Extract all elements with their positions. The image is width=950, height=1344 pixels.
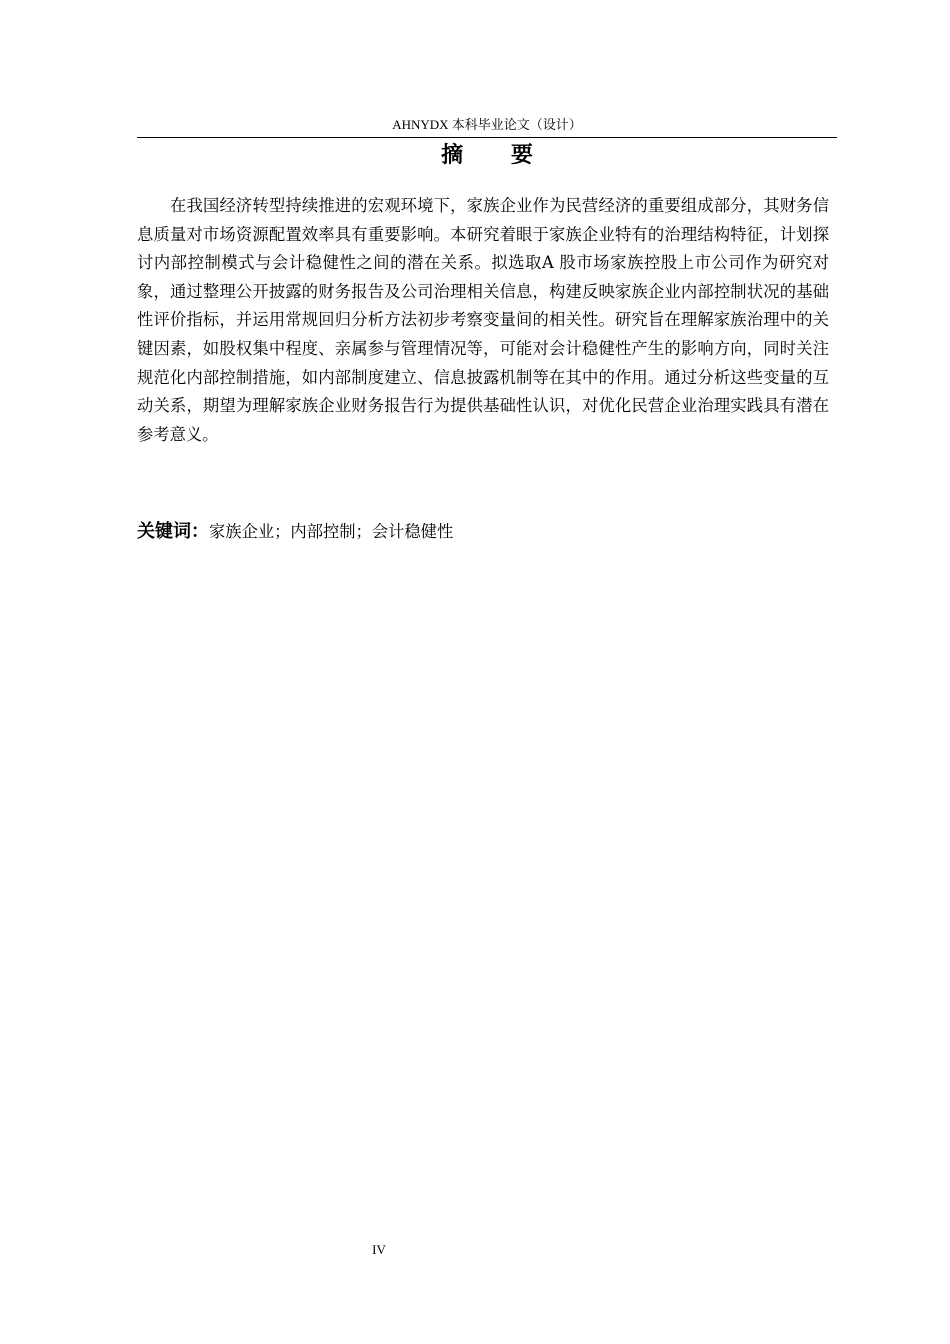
running-header: AHNYDX 本科毕业论文（设计） [392,117,582,132]
abstract-title: 摘 要 [441,143,553,168]
abstract-paragraph: 在我国经济转型持续推进的宏观环境下，家族企业作为民营经济的重要组成部分，其财务信息质量对市场资源配置效率具有重要影响。本研究着眼于家族企业特有的治理结构特征，计划探讨内部控制模式与会计稳健性之间的潜在关系。拟选取A 股市场家族控股上市公司作为研究对象，通过整理公开披露的财务报告及公司治理相关信息，构建反映家族企业内部控制状况的基础性评价指标，并运用常规回归分析方法初步考察变量间的相关性。研究旨在理解家族治理中的关键因素，如股权集中程度、亲属参与管理情况等，可能对会计稳健性产生的影响方向，同时关注规范化内部控制措施，如内部制度建立、信息披露机制等在其中的作用。通过分析这些变量的互动关系，期望为理解家族企业财务报告行为提供基础性认识，对优化民营企业治理实践具有潜在参考意义。 [137,196,829,444]
keywords-value: 家族企业；内部控制；会计稳健性 [209,522,454,541]
keywords-label: 关键词： [137,521,209,542]
page-number: IV [372,1242,386,1257]
keywords-line [137,518,837,546]
header-rule [137,137,837,138]
